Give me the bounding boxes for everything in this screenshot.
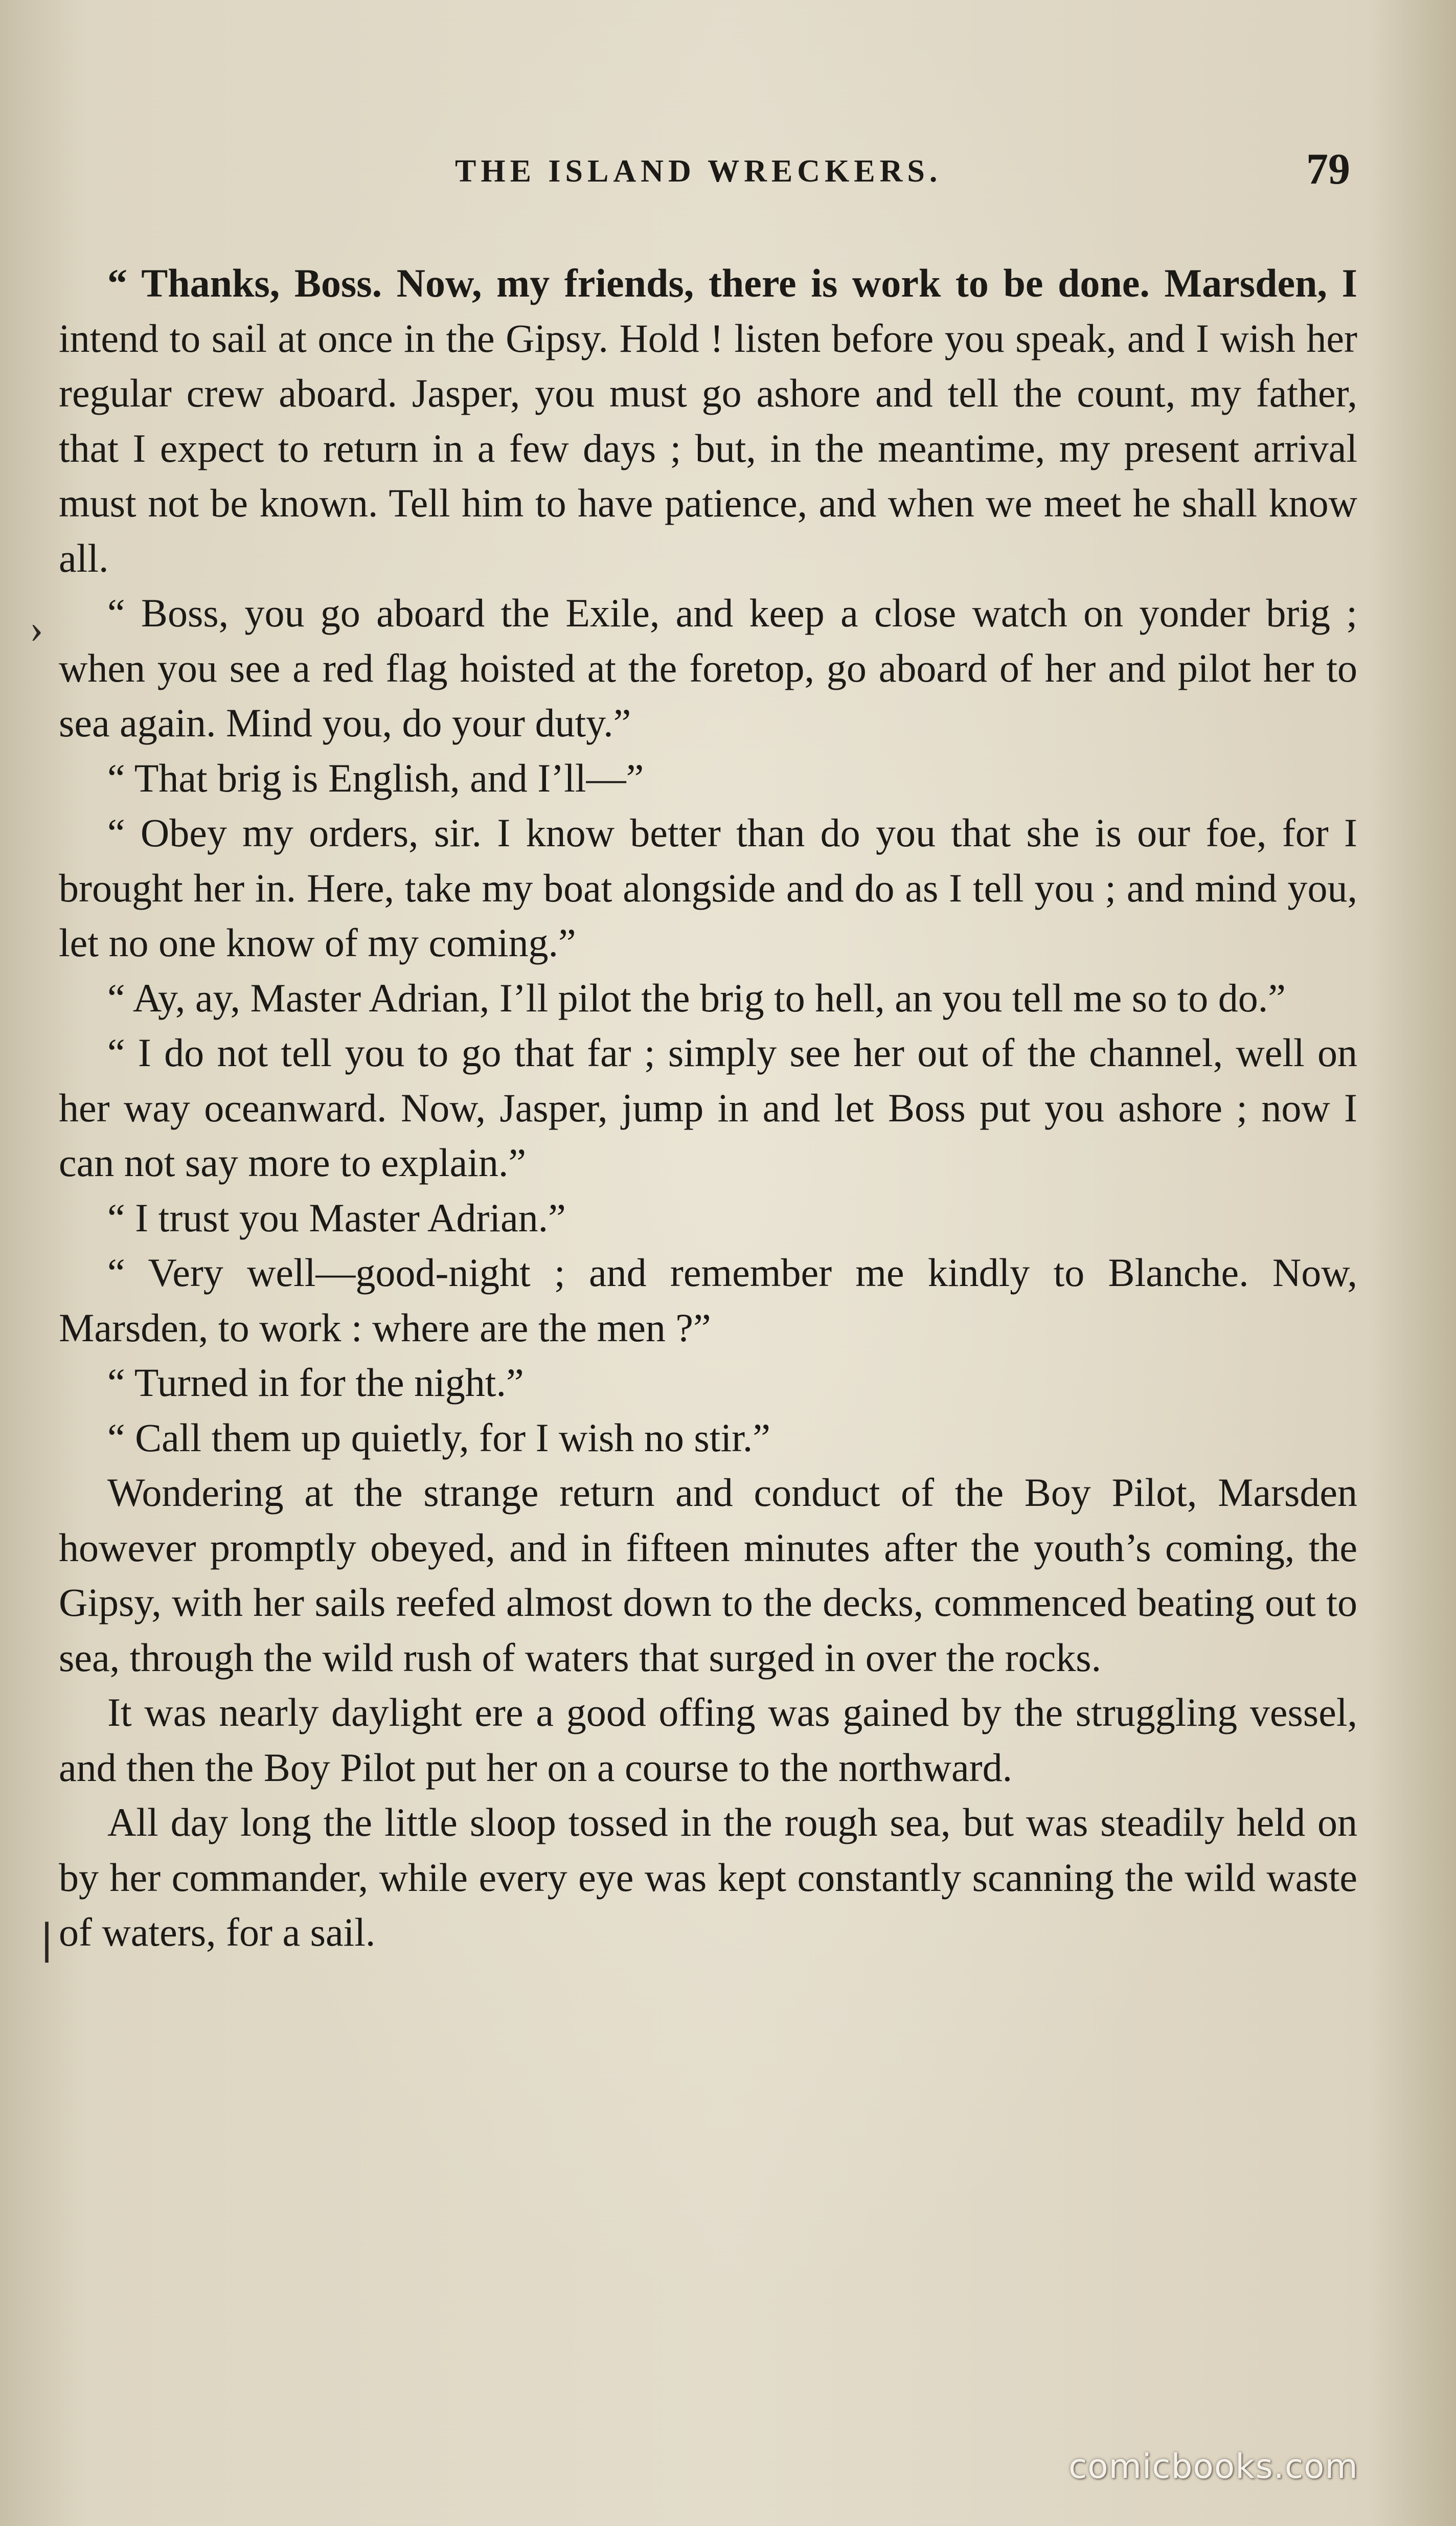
watermark: comicbooks.com xyxy=(1068,2447,1358,2486)
margin-mark: ❘ xyxy=(30,1917,64,1962)
paragraph: “ Obey my orders, sir. I know better than do you that she is our foe, for I brought her in. Here, take my boat alongside and do as I tell you ; and mind you, let no one know of my coming.” xyxy=(59,810,1357,965)
paragraph: “ Boss, you go aboard the Exile, and keep a close watch on yonder brig ; when you see a red flag hoisted at the foretop, go aboard of her and pilot her to sea again. Mind you, do your duty.” xyxy=(59,591,1357,745)
margin-mark: › xyxy=(30,606,43,651)
paragraph: All day long the little sloop tossed in the rough sea, but was steadily held on by her commander, while every eye was kept constantly scanning the wild waste of waters, for a sail. xyxy=(59,1800,1357,1954)
running-head: THE ISLAND WRECKERS. xyxy=(455,154,942,189)
paragraph: Wondering at the strange return and conduct of the Boy Pilot, Marsden however promptly obeyed, and in fifteen minutes after the youth’s coming, the Gipsy, with her sails reefed almost down to the decks, commenced beating out to sea, through the wild rush of waters that surged in over the rocks. xyxy=(59,1470,1357,1680)
page-header xyxy=(0,143,1456,199)
page-number: 79 xyxy=(1306,144,1350,193)
paragraph: “ I trust you Master Adrian.” xyxy=(107,1195,566,1240)
paragraph: “ Very well—good-night ; and remember me kindly to Blanche. Now, Marsden, to work : where are the men ?” xyxy=(59,1250,1357,1350)
paragraph: “ Call them up quietly, for I wish no stir.” xyxy=(107,1415,770,1460)
body-text xyxy=(59,256,1357,1960)
paragraph: “ I do not tell you to go that far ; simply see her out of the channel, well on her way oceanward. Now, Jasper, jump in and let Boss put you ashore ; now I can not say more to explain.” xyxy=(59,1030,1357,1185)
paragraph: It was nearly daylight ere a good offing was gained by the struggling vessel, and then the Boy Pilot put her on a course to the northward. xyxy=(59,1690,1357,1790)
paragraph: “ Ay, ay, Master Adrian, I’ll pilot the brig to hell, an you tell me so to do.” xyxy=(107,975,1286,1020)
paragraph: “ That brig is English, and I’ll—” xyxy=(107,755,644,800)
paragraph: “ Thanks, Boss. Now, my friends, there is work to be done. Marsden, I intend to sail at once in the Gipsy. Hold ! listen before you speak, and I wish her regular crew aboard. Jasper, you must go ashore and tell the count, my father, that I expect to return in a few days ; but, in the meantime, my present arrival must not be known. Tell him to have patience, and when we meet he shall know all. xyxy=(59,261,1357,580)
paragraph: “ Turned in for the night.” xyxy=(107,1360,524,1405)
